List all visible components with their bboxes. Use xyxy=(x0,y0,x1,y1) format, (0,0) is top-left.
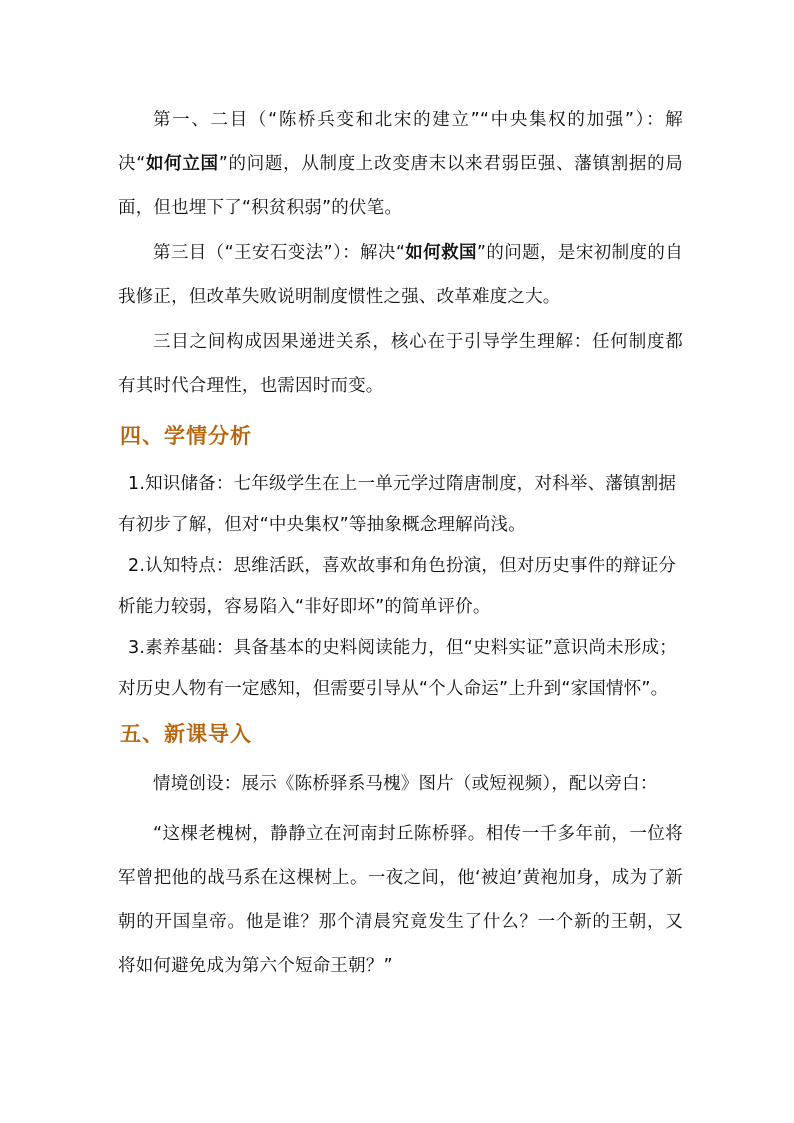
list-item: 1.知识储备：七年级学生在上一单元学过隋唐制度，对科举、藩镇割据有初步了解，但对“中央集权”等抽象概念理解尚浅。 xyxy=(118,474,677,535)
paragraph-scenario: 情境创设：展示《陈桥驿系马槐》图片（或短视频），配以旁白： xyxy=(153,774,658,794)
bold-keyword: 如何救国 xyxy=(405,243,477,263)
paragraph-text: 第三目（“王安石变法”）：解决“ xyxy=(153,243,406,263)
paragraph-text: ”的问题，是宋初制度的自我修正，但改革失败说明制度惯性之强、改革难度之大。 xyxy=(118,243,683,307)
paragraph-text: ”的问题，从制度上改变唐末以来君弱臣强、藩镇割据的局面，但也埋下了“积贫积弱”的伏笔。 xyxy=(118,154,683,218)
section-heading-learner-analysis: 四、学情分析 xyxy=(120,424,252,448)
paragraph-first-second-units xyxy=(118,98,683,230)
paragraph-text: 第一、二目（“陈桥兵变和北宋的建立”“中央集权的加强”）：解决“ xyxy=(118,110,683,174)
paragraph-narration-quote: “这棵老槐树，静静立在河南封丘陈桥驿。相传一千多年前，一位将军曾把他的战马系在这棵树上。一夜之间，他‘被迫’黄袍加身，成为了新朝的开国皇帝。他是谁？那个清晨究竟发生了什么？一个新的王朝，又将如何避免成为第六个短命王朝？” xyxy=(118,824,683,976)
list-item: 3.素养基础：具备基本的史料阅读能力，但“史料实证”意识尚未形成；对历史人物有一定感知，但需要引导从“个人命运”上升到“家国情怀”。 xyxy=(118,638,677,699)
list-item: 2.认知特点：思维活跃，喜欢故事和角色扮演，但对历史事件的辩证分析能力较弱，容易陷入“非好即坏”的简单评价。 xyxy=(118,556,677,617)
section-heading-lesson-intro: 五、新课导入 xyxy=(120,722,252,746)
paragraph-summary: 三目之间构成因果递进关系，核心在于引导学生理解：任何制度都有其时代合理性，也需因时而变。 xyxy=(118,332,683,396)
paragraph-third-unit xyxy=(118,231,683,319)
bold-keyword: 如何立国 xyxy=(145,154,219,174)
